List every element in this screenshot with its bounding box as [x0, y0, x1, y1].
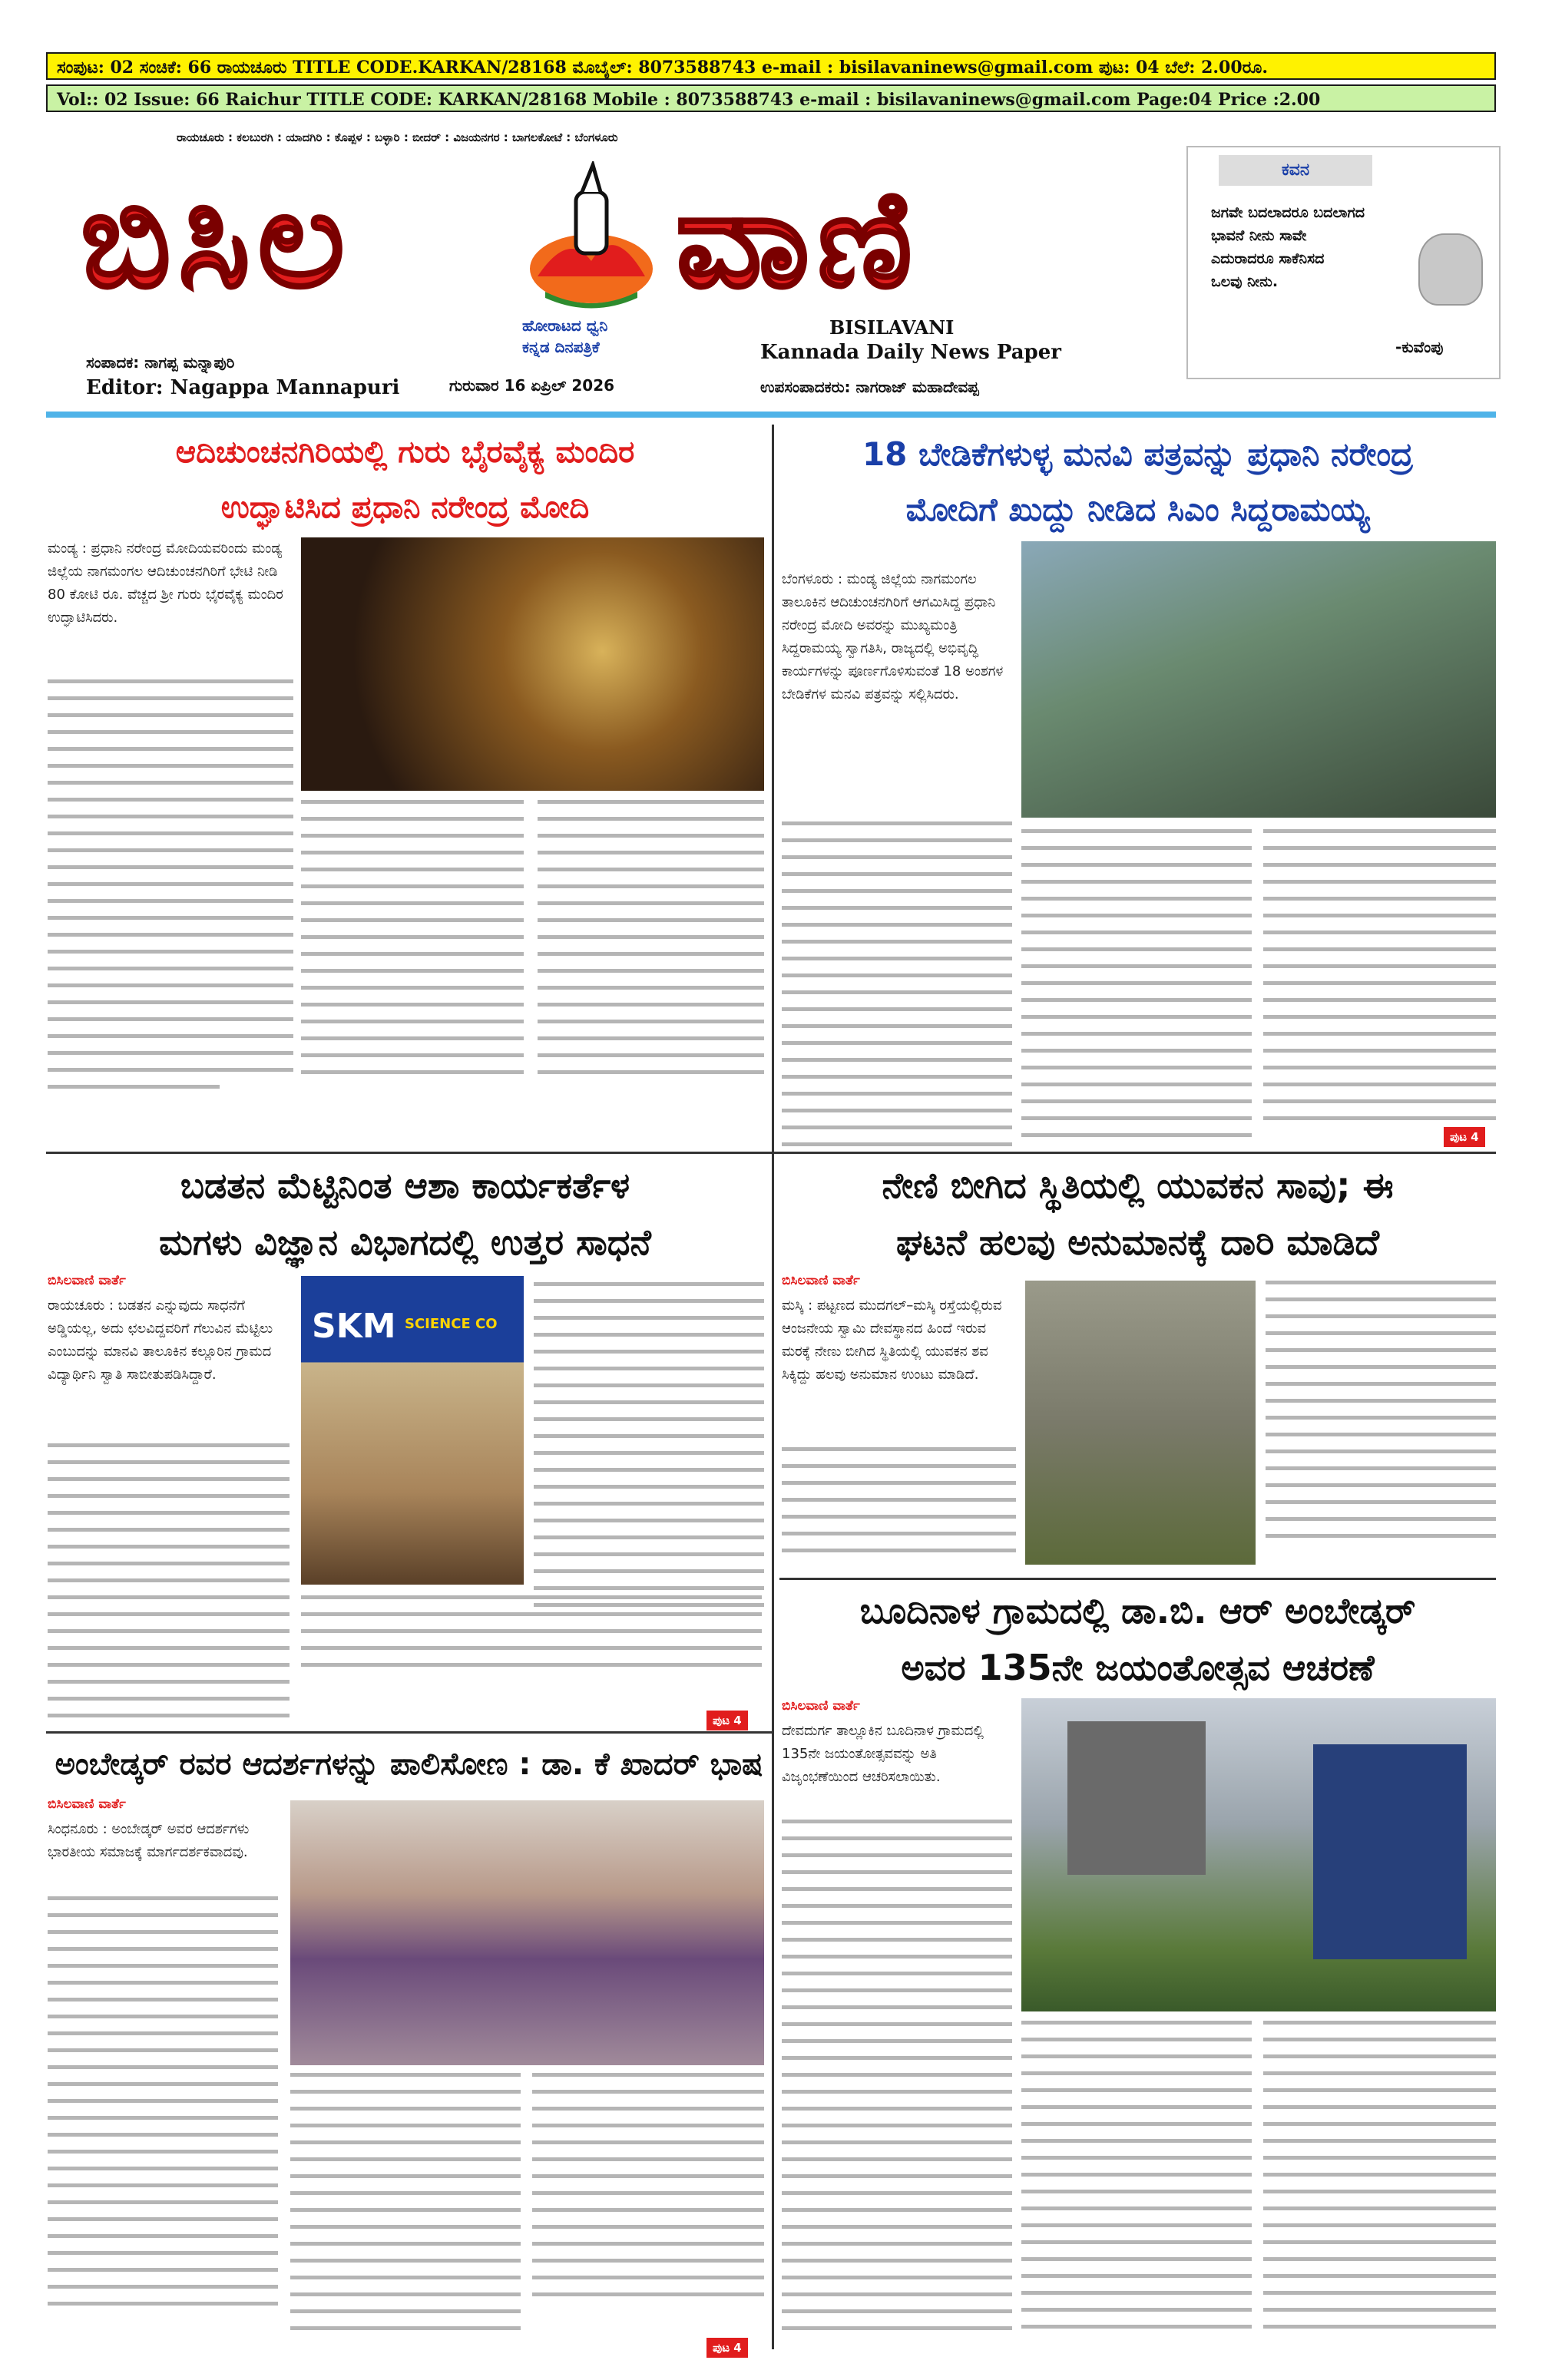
poem-box — [1186, 146, 1501, 379]
story3-text-col2 — [534, 1282, 764, 1620]
story2-text-col3 — [1263, 829, 1496, 1133]
photo-banner-text-2: SCIENCE CO — [405, 1316, 498, 1332]
story2-headline-line1: 18 ಬೇಡಿಕೆಗಳುಳ್ಳ ಮನವಿ ಪತ್ರವನ್ನು ಪ್ರಧಾನಿ ನರೇಂದ್ರ — [862, 435, 1414, 473]
story2-headline-line2: ಮೋದಿಗೆ ಖುದ್ದು ನೀಡಿದ ಸಿಎಂ ಸಿದ್ದರಾಮಯ್ಯ — [905, 491, 1370, 528]
story1-photo — [301, 537, 764, 791]
story4-headline-line1: ನೇಣಿ ಬೀಗಿದ ಸ್ಥಿತಿಯಲ್ಲಿ ಯುವಕನ ಸಾವು; ಈ — [882, 1165, 1394, 1206]
story5-text-col1 — [782, 1820, 1012, 2343]
poem-text — [1211, 201, 1418, 293]
poet-portrait — [1418, 233, 1483, 306]
section-divider — [779, 1578, 1496, 1580]
story3-text-col1 — [48, 1443, 290, 1730]
edition-cities: ರಾಯಚೂರು : ಕಲಬುರಗಿ : ಯಾದಗಿರಿ : ಕೊಪ್ಪಳ : ಬಳ್ಳಾರಿ : ಬೀದರ್ : ವಿಜಯನಗರ : ಬಾಗಲಕೋಟೆ : ಬೆಂಗಳೂರು — [177, 131, 618, 144]
section-divider — [46, 1152, 1496, 1154]
story3-headline-line2: ಮಗಳು ವಿಜ್ಞಾನ ವಿಭಾಗದಲ್ಲಿ ಉತ್ತರ ಸಾಧನೆ — [159, 1221, 651, 1263]
story1-headline-line1: ಆದಿಚುಂಚನಗಿರಿಯಲ್ಲಿ ಗುರು ಭೈರವೈಕ್ಯ ಮಂದಿರ — [175, 435, 635, 470]
story5-headline-line1: ಬೂದಿನಾಳ ಗ್ರಾಮದಲ್ಲಿ ಡಾ.ಬಿ. ಆರ್ ಅಂಬೇಡ್ಕರ್ — [859, 1590, 1416, 1631]
story1-text-col1 — [48, 679, 293, 1102]
fist-pen-emblem-icon — [522, 161, 660, 315]
sub-editor: ಉಪಸಂಪಾದಕರು: ನಾಗರಾಜ್ ಮಹಾದೇವಪ್ಪ — [760, 378, 979, 396]
story1-text-col3 — [538, 800, 764, 1087]
story5-text-col2 — [1021, 2021, 1252, 2342]
story6-text-col1 — [48, 1896, 278, 2319]
poem-author: -ಕುವೆಂಪು — [1395, 338, 1444, 356]
tagline-1: ಹೋರಾಟದ ಧ್ವನಿ — [522, 316, 608, 335]
story6-byline: ಬಿಸಿಲವಾಣಿ ವಾರ್ತೆ — [48, 1797, 126, 1812]
section-divider — [46, 1731, 772, 1734]
english-subtitle: Kannada Daily News Paper — [760, 341, 1061, 364]
issue-date: ಗುರುವಾರ 16 ಏಪ್ರಿಲ್ 2026 — [449, 376, 615, 395]
masthead-logo-left: ಬಿಸಿಲ — [81, 162, 352, 318]
story4-byline: ಬಿಸಿಲವಾಣಿ ವಾರ್ತೆ — [782, 1273, 860, 1288]
story6-text-col3 — [532, 2073, 764, 2309]
story6-lead-text: ಸಿಂಧನೂರು : ಅಂಬೇಡ್ಕರ್ ಅವರ ಆದರ್ಶಗಳು ಭಾರತೀಯ ಸಮಾಜಕ್ಕೆ ಮಾರ್ಗದರ್ಶಕವಾದವು. — [48, 1821, 250, 1860]
wall-banner — [1067, 1721, 1206, 1875]
story5-text-col3 — [1263, 2021, 1496, 2342]
editor-kannada: ಸಂಪಾದಕ: ನಾಗಪ್ಪ ಮನ್ನಾಪುರಿ — [86, 353, 235, 372]
story5-photo — [1021, 1698, 1496, 2011]
story6-headline: ಅಂಬೇಡ್ಕರ್ ರವರ ಆದರ್ಶಗಳನ್ನು ಪಾಲಿಸೋಣ : ಡಾ. ಕೆ ಖಾದರ್ ಭಾಷ — [55, 1747, 763, 1782]
story2-photo — [1021, 541, 1496, 818]
story3-headline-line1: ಬಡತನ ಮೆಟ್ಟಿನಿಂತ ಆಶಾ ಕಾರ್ಯಕರ್ತೆಳ — [180, 1165, 630, 1206]
story1-lead-text: ಮಂಡ್ಯ : ಪ್ರಧಾನಿ ನರೇಂದ್ರ ಮೋದಿಯವರಿಂದು ಮಂಡ್ಯ ಜಿಲ್ಲೆಯ ನಾಗಮಂಗಲ ಆದಿಚುಂಚನಗಿರಿಗೆ ಭೇಟಿ ನೀಡಿ 80 ಕೋಟಿ ರೂ. ವೆಚ್ಚದ ಶ್ರೀ ಗುರು ಭೈರವೈಕ್ಯ ಮಂದಿರ ಉದ್ಘಾಟಿಸಿದರು. — [48, 540, 283, 626]
story2-continued-badge: ಪುಟ 4 — [1444, 1127, 1485, 1147]
poem-line: ಎದುರಾದರೂ ಸಾಕೆನಿಸದ — [1211, 250, 1325, 267]
editor-english: Editor: Nagappa Mannapuri — [86, 376, 400, 399]
story6-photo — [290, 1800, 764, 2065]
story4-text-col1 — [782, 1447, 1016, 1565]
story5-lead-text: ದೇವದುರ್ಗ ತಾಲ್ಲೂಕಿನ ಬೂದಿನಾಳ ಗ್ರಾಮದಲ್ಲಿ 135ನೇ ಜಯಂತೋತ್ಸವವನ್ನು ಅತಿ ವಿಜೃಂಭಣೆಯಿಂದ ಆಚರಿಸಲಾಯಿತು. — [782, 1723, 984, 1785]
story3-photo — [301, 1276, 524, 1585]
story3-text-bottom — [301, 1595, 762, 1680]
story3-continued-badge: ಪುಟ 4 — [706, 1711, 748, 1730]
column-divider — [772, 1152, 774, 2349]
tagline-2: ಕನ್ನಡ ದಿನಪತ್ರಿಕೆ — [522, 338, 600, 356]
story6-continued-badge: ಪುಟ 4 — [706, 2338, 748, 2358]
poem-line: ಜಗವೇ ಬದಲಾದರೂ ಬದಲಾಗದ — [1211, 204, 1365, 221]
masthead-divider — [46, 412, 1496, 418]
story6-text-col2 — [290, 2073, 521, 2343]
story1-headline-line2: ಉದ್ಘಾಟಿಸಿದ ಪ್ರಧಾನಿ ನರೇಂದ್ರ ಮೋದಿ — [220, 490, 590, 525]
column-divider — [772, 425, 774, 1192]
story1-text-col2 — [301, 800, 524, 1087]
top-info-bar-kannada: ಸಂಪುಟ: 02 ಸಂಚಿಕೆ: 66 ರಾಯಚೂರು TITLE CODE.KARKAN/28168 ಮೊಬೈಲ್: 8073588743 e-mail : bisilavaninews@gmail.com ಪುಟ: 04 ಬೆಲೆ: 2.00ರೂ. — [46, 52, 1496, 80]
story2-lead-text: ಬೆಂಗಳೂರು : ಮಂಡ್ಯ ಜಿಲ್ಲೆಯ ನಾಗಮಂಗಲ ತಾಲೂಕಿನ ಆದಿಚುಂಚನಗಿರಿಗೆ ಆಗಮಿಸಿದ್ದ ಪ್ರಧಾನಿ ನರೇಂದ್ರ ಮೋದಿ ಅವರನ್ನು ಮುಖ್ಯಮಂತ್ರಿ ಸಿದ್ದರಾಮಯ್ಯ ಸ್ವಾಗತಿಸಿ, ರಾಜ್ಯದಲ್ಲಿ ಅಭಿವೃದ್ಧಿ ಕಾರ್ಯಗಳನ್ನು ಪೂರ್ಣಗೊಳಿಸುವಂತೆ 18 ಅಂಶಗಳ ಬೇಡಿಕೆಗಳ ಮನವಿ ಪತ್ರವನ್ನು ಸಲ್ಲಿಸಿದರು. — [782, 571, 1004, 702]
poem-line: ಒಲವು ನೀನು. — [1211, 273, 1279, 290]
story4-photo — [1025, 1281, 1256, 1565]
story4-headline-line2: ಘಟನೆ ಹಲವು ಅನುಮಾನಕ್ಕೆ ದಾರಿ ಮಾಡಿದೆ — [896, 1221, 1379, 1263]
story5-headline-line2: ಅವರ 135ನೇ ಜಯಂತೋತ್ಸವ ಆಚರಣೆ — [901, 1647, 1375, 1688]
story3-byline: ಬಿಸಿಲವಾಣಿ ವಾರ್ತೆ — [48, 1273, 126, 1288]
poem-line: ಭಾವನೆ ನೀನು ಸಾವೇ — [1211, 227, 1307, 244]
photo-banner-text: SKM — [312, 1307, 396, 1346]
story4-text-col2 — [1266, 1281, 1496, 1551]
story5-byline: ಬಿಸಿಲವಾಣಿ ವಾರ್ತೆ — [782, 1698, 860, 1714]
story2-text-col2 — [1021, 829, 1252, 1150]
story3-lead-text: ರಾಯಚೂರು : ಬಡತನ ಎನ್ನುವುದು ಸಾಧನೆಗೆ ಅಡ್ಡಿಯಲ್ಲ, ಅದು ಛಲವಿದ್ದವರಿಗೆ ಗೆಲುವಿನ ಮೆಟ್ಟಿಲು ಎಂಬುದನ್ನು ಮಾನವಿ ತಾಲೂಕಿನ ಕಲ್ಲೂರಿನ ಗ್ರಾಮದ ವಿದ್ಯಾರ್ಥಿನಿ ಸ್ವಾತಿ ಸಾಬೀತುಪಡಿಸಿದ್ದಾರೆ. — [48, 1297, 273, 1383]
english-title: BISILAVANI — [829, 316, 955, 339]
ambedkar-banner — [1313, 1744, 1467, 1959]
story2-text-col1 — [782, 821, 1012, 1159]
masthead-logo-right: ವಾಣಿ — [676, 162, 921, 318]
story4-lead-text: ಮಸ್ಕಿ : ಪಟ್ಟಣದ ಮುದಗಲ್–ಮಸ್ಕಿ ರಸ್ತೆಯಲ್ಲಿರುವ ಆಂಜನೇಯ ಸ್ವಾಮಿ ದೇವಸ್ಥಾನದ ಹಿಂದೆ ಇರುವ ಮರಕ್ಕೆ ನೇಣು ಬೀಗಿದ ಸ್ಥಿತಿಯಲ್ಲಿ ಯುವಕನ ಶವ ಸಿಕ್ಕಿದ್ದು ಹಲವು ಅನುಮಾನ ಉಂಟು ಮಾಡಿದೆ. — [782, 1297, 1002, 1383]
poem-title: ಕವನ — [1219, 155, 1372, 186]
top-info-bar-english: Vol:: 02 Issue: 66 Raichur TITLE CODE: KARKAN/28168 Mobile : 8073588743 e-mail : bisilavaninews@gmail.com Page:04 Price :2.00 — [46, 84, 1496, 112]
